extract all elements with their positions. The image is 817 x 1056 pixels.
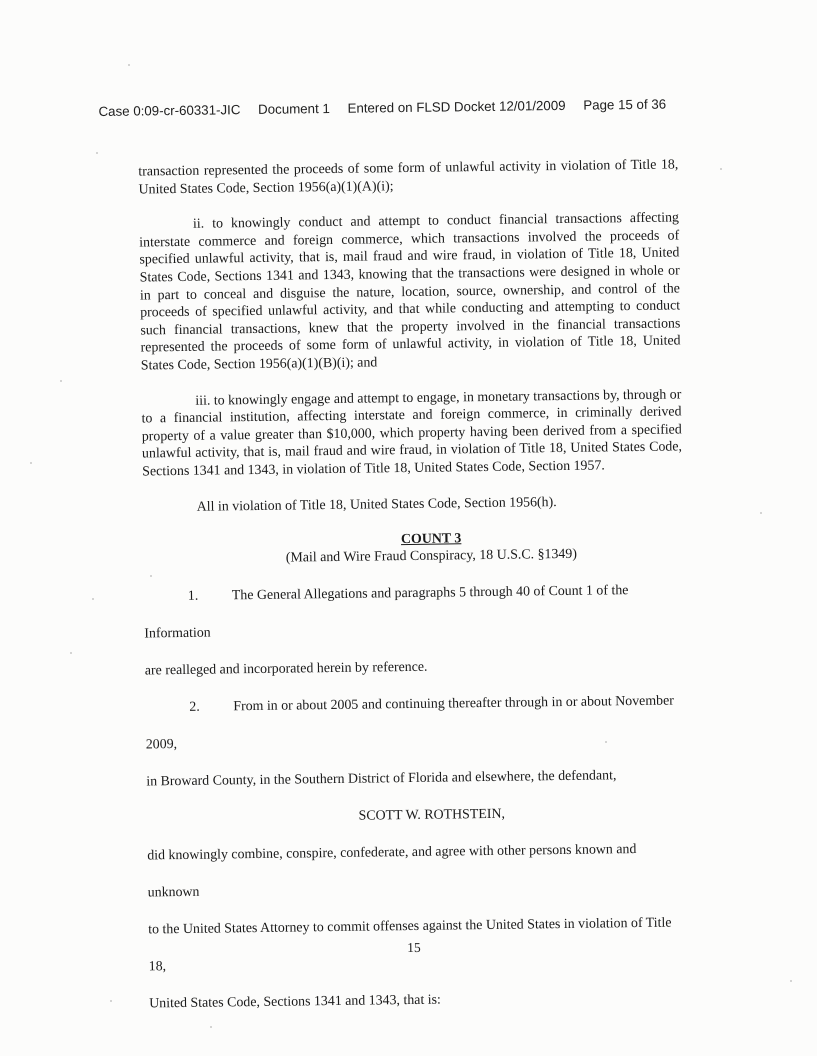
paragraph-3-line-1: did knowingly combine, conspire, confederate, and agree with other persons known and unknown xyxy=(147,842,637,901)
paragraph-2-line-2: in Broward County, in the Southern District of Florida and elsewhere, the defendant, xyxy=(146,768,617,790)
paragraph-3-line-3: United States Code, Sections 1341 and 1343, that is: xyxy=(149,992,441,1012)
paragraph-3-line-2: to the United States Attorney to commit offenses against the United States in violation of Title 18, xyxy=(148,915,672,975)
paragraph-text: From in or about 2005 and continuing thereafter through in or about November 2009, xyxy=(145,693,674,753)
defendant-name: SCOTT W. ROTHSTEIN, xyxy=(358,806,506,824)
document-number: Document 1 xyxy=(258,100,330,117)
document-body xyxy=(138,156,689,1022)
page-count: Page 15 of 36 xyxy=(583,96,667,113)
subparagraph-ii: ii. to knowingly conduct and attempt to conduct financial transactions affecting interstate commerce and foreign commerce, which transactions involved the proceeds of specified unlawful activity, that is, mail fraud and wire fraud, in violation of Title 18, United States Code, Sections 1341 and 1343, knowing that the transactions were designed in whole or in part to conceal and disguise the nature, location, source, ownership, and control of the proceeds of specified unlawful activity, and that while conducting and attempting to conduct such financial transactions, knew that the property involved in the financial transactions represented the proceeds of some form of unlawful activity, in violation of Title 18, United States Code, Section 1956(a)(1)(B)(i); and xyxy=(139,210,681,374)
paragraph-1-line-1 xyxy=(144,571,685,652)
paragraph-2-line-1 xyxy=(145,682,686,763)
count-heading: COUNT 3 xyxy=(400,531,462,548)
docket-header xyxy=(98,96,718,119)
paragraph-1-line-2: are realleged and incorporated herein by reference. xyxy=(144,659,428,679)
subparagraph-iii: iii. to knowingly engage and attempt to engage, in monetary transactions by, through or to a financial institution, affecting interstate and foreign commerce, in criminally derived property of a value greater than $10,000, which property having been derived from a specified unlawful activity, that is, mail fraud and wire fraud, in violation of Title 18, United States Code, Sections 1341 and 1343, in violation of Title 18, United States Code, Section 1957. xyxy=(141,386,683,480)
docket-entry-date: Entered on FLSD Docket 12/01/2009 xyxy=(347,97,566,116)
case-number: Case 0:09-cr-60331-JIC xyxy=(98,102,241,120)
paragraph-number: 1. xyxy=(187,588,199,604)
paragraph-number: 2. xyxy=(189,699,200,715)
page-number: 15 xyxy=(407,939,421,956)
count-subheading: (Mail and Wire Fraud Conspiracy, 18 U.S.C. §1349) xyxy=(285,546,578,566)
violation-statement: All in violation of Title 18, United States Code, Section 1956(h). xyxy=(196,494,557,515)
continuation-paragraph: transaction represented the proceeds of some form of unlawful activity in violation of Title 18, United States Code, Section 1956(a)(1)(A)(i); xyxy=(138,157,679,198)
paragraph-text: The General Allegations and paragraphs 5 through 40 of Count 1 of the Information xyxy=(144,583,629,642)
